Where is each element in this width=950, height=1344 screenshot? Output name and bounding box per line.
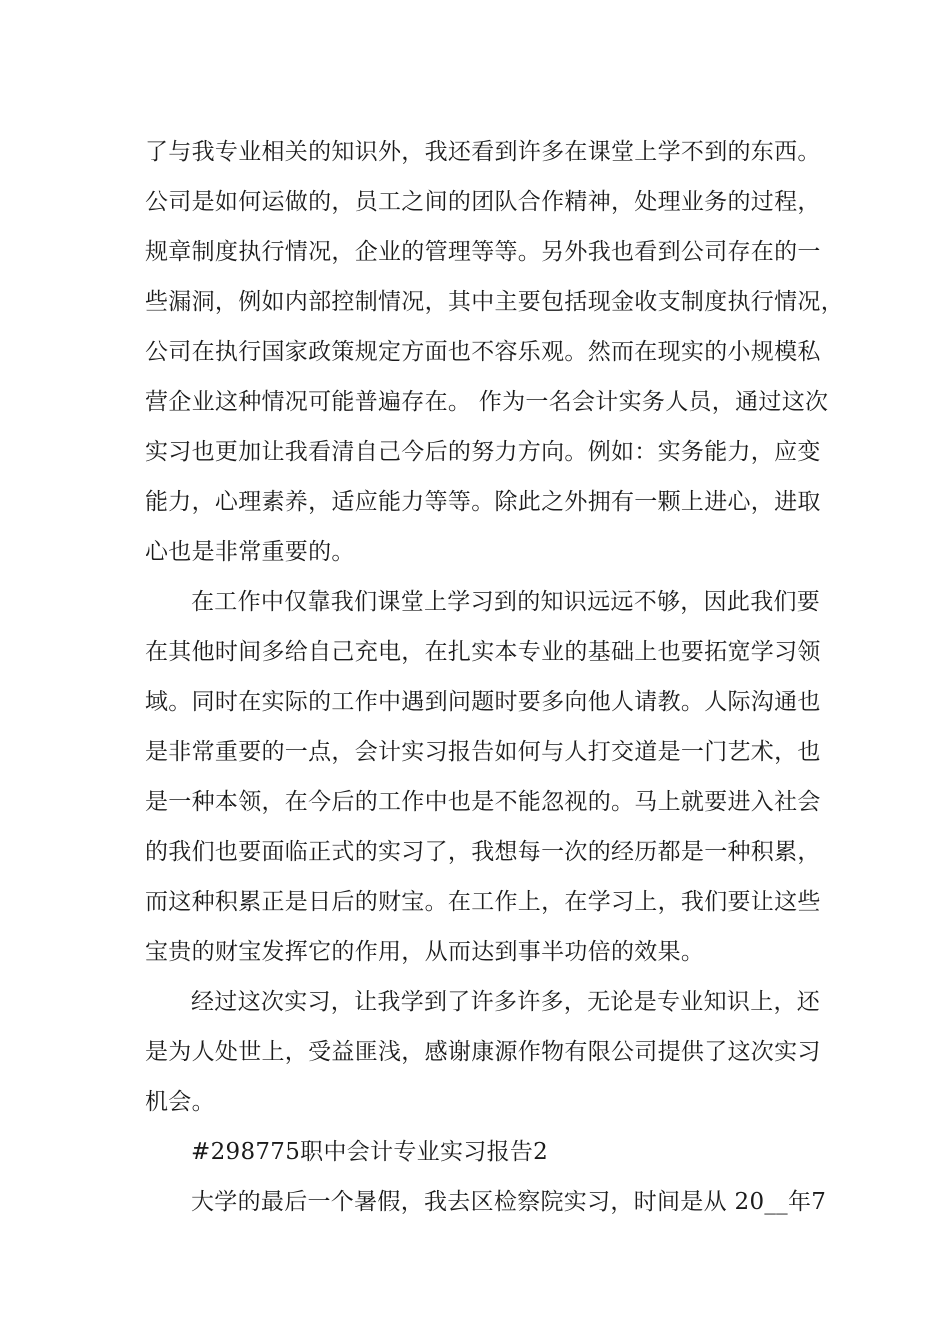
section-heading: #298775职中会计专业实习报告2 [191,1139,549,1165]
paragraph-start-line: 经过这次实习，让我学到了许多许多，无论是专业知识上，还 [191,989,821,1015]
text-line-19: 是为人处世上，受益匪浅，感谢康源作物有限公司提供了这次实习 [145,1039,821,1065]
paragraph-start-line: 在工作中仅靠我们课堂上学习到的知识远远不够，因此我们要 [191,589,821,615]
text-line-17: 宝贵的财宝发挥它的作用，从而达到事半功倍的效果。 [145,939,705,965]
text-line-9: 心也是非常重要的。 [145,539,355,565]
text-line-2: 公司是如何运做的，员工之间的团队合作精神，处理业务的过程， [145,189,821,215]
text-line-13: 是非常重要的一点，会计实习报告如何与人打交道是一门艺术，也 [145,739,821,765]
text-line-7: 实习也更加让我看清自己今后的努力方向。例如：实务能力，应变 [145,439,821,465]
text-line-16: 而这种积累正是日后的财宝。在工作上，在学习上，我们要让这些 [145,889,821,915]
text-line-20: 机会。 [145,1089,215,1115]
text-line-12: 域。同时在实际的工作中遇到问题时要多向他人请教。人际沟通也 [145,689,821,715]
paragraph-start-line: 大学的最后一个暑假，我去区检察院实习，时间是从 20__年7 [191,1189,827,1215]
text-line-15: 的我们也要面临正式的实习了，我想每一次的经历都是一种积累， [145,839,821,865]
text-line-14: 是一种本领，在今后的工作中也是不能忽视的。马上就要进入社会 [145,789,821,815]
text-line-6: 营企业这种情况可能普遍存在。 作为一名会计实务人员，通过这次 [145,389,829,415]
text-line-3: 规章制度执行情况，企业的管理等等。另外我也看到公司存在的一 [145,239,821,265]
text-line-8: 能力，心理素养，适应能力等等。除此之外拥有一颗上进心，进取 [145,489,821,515]
text-line-11: 在其他时间多给自己充电，在扎实本专业的基础上也要拓宽学习领 [145,639,821,665]
text-line-5: 公司在执行国家政策规定方面也不容乐观。然而在现实的小规模私 [145,339,821,365]
text-line-1: 了与我专业相关的知识外，我还看到许多在课堂上学不到的东西。 [145,139,821,165]
text-line-4: 些漏洞，例如内部控制情况，其中主要包括现金收支制度执行情况， [145,289,844,315]
